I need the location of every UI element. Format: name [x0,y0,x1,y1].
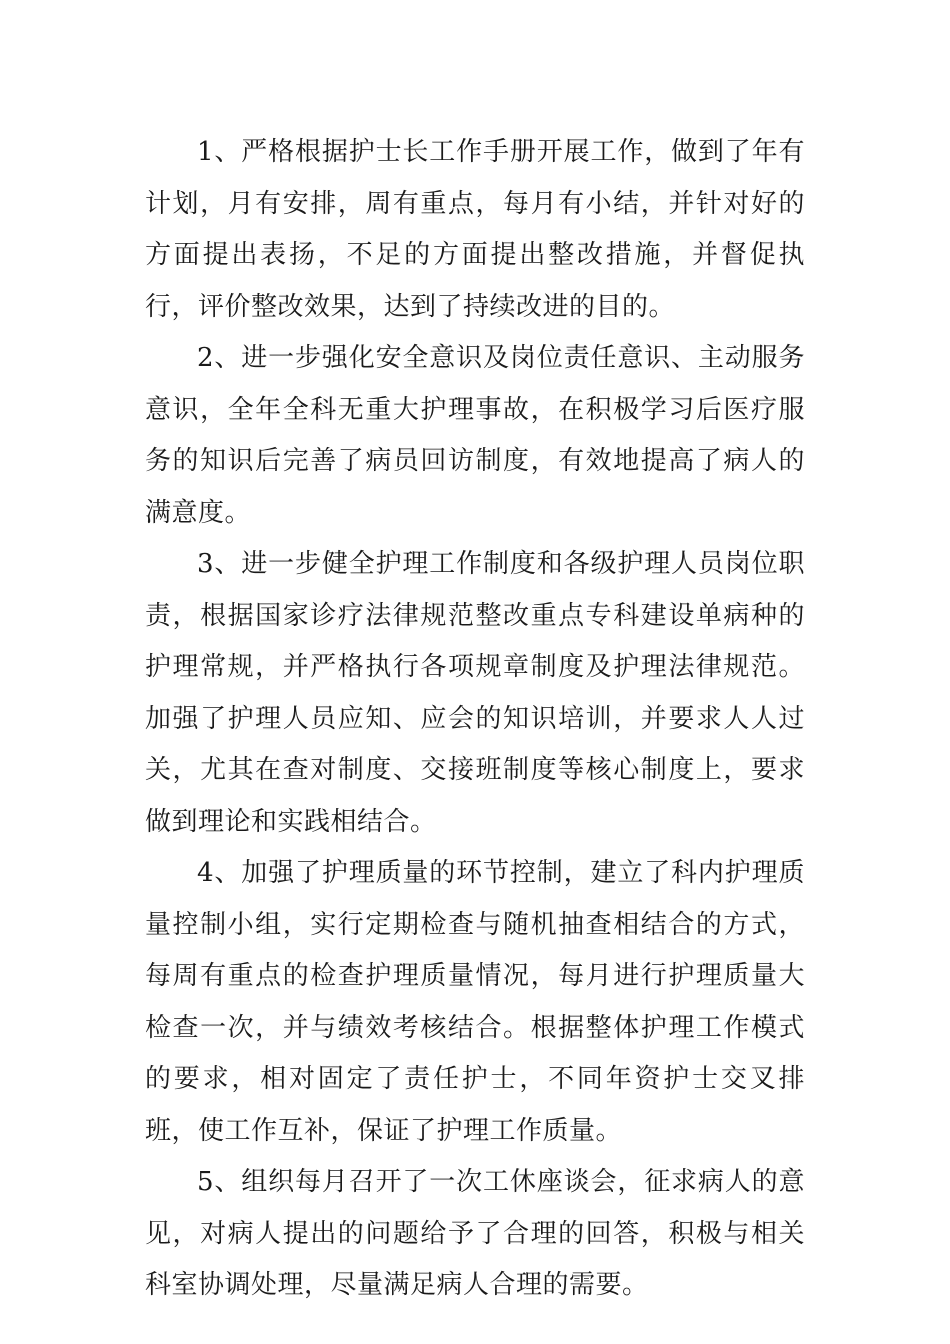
paragraph-1: 1、严格根据护士长工作手册开展工作，做到了年有计划，月有安排，周有重点，每月有小结，并针对好的方面提出表扬，不足的方面提出整改措施，并督促执行，评价整改效果，达到了持续改进的目的。 [145,137,805,322]
document-body [145,127,805,1312]
paragraph-5: 5、组织每月召开了一次工休座谈会，征求病人的意见，对病人提出的问题给予了合理的回答，积极与相关科室协调处理，尽量满足病人合理的需要。 [145,1167,805,1300]
paragraph-4: 4、加强了护理质量的环节控制，建立了科内护理质量控制小组，实行定期检查与随机抽查相结合的方式，每周有重点的检查护理质量情况，每月进行护理质量大检查一次，并与绩效考核结合。根据整体护理工作模式的要求，相对固定了责任护士，不同年资护士交叉排班，使工作互补，保证了护理工作质量。 [145,858,805,1146]
paragraph-3: 3、进一步健全护理工作制度和各级护理人员岗位职责，根据国家诊疗法律规范整改重点专科建设单病种的护理常规，并严格执行各项规章制度及护理法律规范。加强了护理人员应知、应会的知识培训，并要求人人过关，尤其在查对制度、交接班制度等核心制度上，要求做到理论和实践相结合。 [145,549,805,837]
paragraph-2: 2、进一步强化安全意识及岗位责任意识、主动服务意识，全年全科无重大护理事故，在积极学习后医疗服务的知识后完善了病员回访制度，有效地提高了病人的满意度。 [145,343,805,528]
